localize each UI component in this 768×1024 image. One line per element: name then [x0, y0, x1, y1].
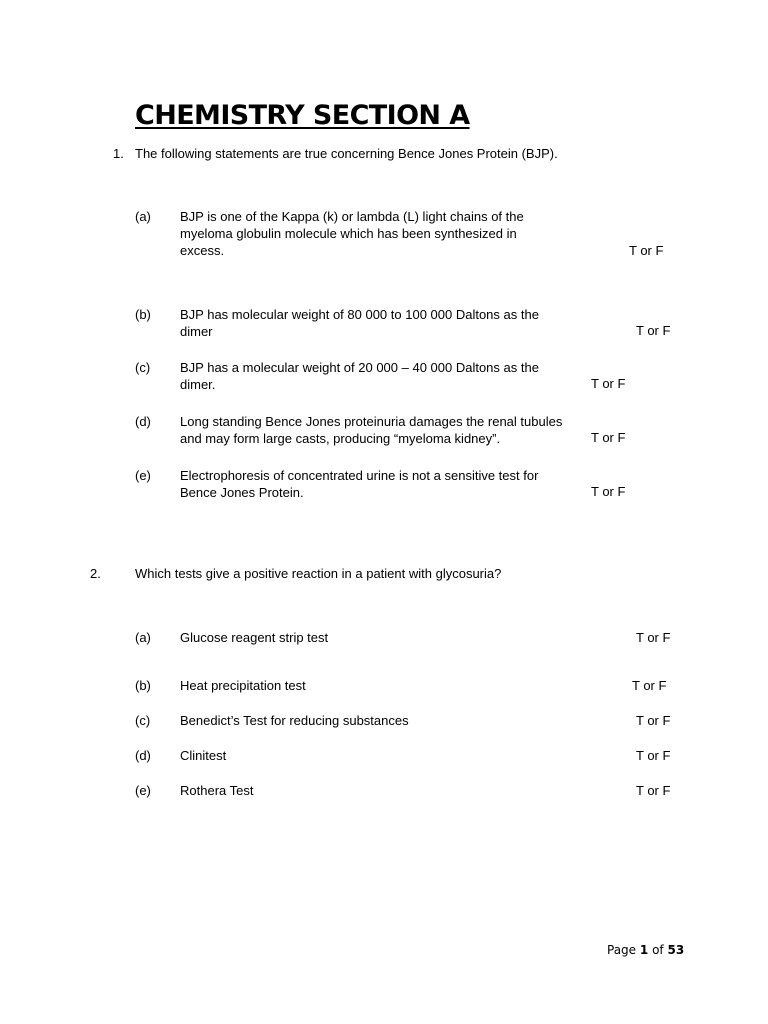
q2-option-e-text: Rothera Test	[180, 783, 254, 798]
q1-option-a-text: BJP is one of the Kappa (k) or lambda (L) light chains of the myeloma globulin molecule which has been synthesized in excess.	[180, 209, 524, 258]
page-number	[607, 942, 684, 959]
page-total: 53	[667, 943, 685, 957]
page-current: 1	[639, 943, 649, 957]
q2-option-b-answer: T or F	[632, 678, 667, 693]
q1-option-a-letter: (a)	[135, 209, 151, 224]
q1-option-b-answer: T or F	[636, 323, 671, 338]
q1-option-e-letter: (e)	[135, 468, 151, 483]
q1-option-c-text: BJP has a molecular weight of 20 000 – 40 000 Daltons as the dimer.	[180, 360, 539, 392]
q2-option-a-letter: (a)	[135, 630, 151, 645]
q1-option-d-answer: T or F	[591, 430, 626, 445]
page-of: of	[652, 943, 664, 957]
q1-number: 1.	[113, 146, 124, 161]
q2-option-d-letter: (d)	[135, 748, 151, 763]
q2-option-a-text: Glucose reagent strip test	[180, 630, 329, 645]
q2-option-c-letter: (c)	[135, 713, 151, 728]
q2-stem: Which tests give a positive reaction in a patient with glycosuria?	[135, 566, 502, 581]
q2-option-c-answer: T or F	[636, 713, 671, 728]
q1-option-e-answer: T or F	[591, 484, 626, 499]
q1-option-d-letter: (d)	[135, 414, 151, 429]
q1-option-c-answer: T or F	[591, 376, 626, 391]
q2-option-a-answer: T or F	[636, 630, 671, 645]
q2-option-b-text: Heat precipitation test	[180, 678, 306, 693]
q1-stem: The following statements are true concerning Bence Jones Protein (BJP).	[135, 146, 558, 161]
q1-option-b-text: BJP has molecular weight of 80 000 to 100 000 Daltons as the dimer	[180, 307, 539, 339]
q1-option-b-letter: (b)	[135, 307, 151, 322]
q1-option-c-letter: (c)	[135, 360, 151, 375]
q2-number: 2.	[90, 566, 101, 581]
page-title: CHEMISTRY SECTION A	[135, 100, 470, 131]
q2-option-d-text: Clinitest	[180, 748, 227, 763]
q1-option-e-text: Electrophoresis of concentrated urine is not a sensitive test for Bence Jones Protein.	[180, 468, 539, 500]
q1-option-d-text: Long standing Bence Jones proteinuria damages the renal tubules and may form large casts, producing “myeloma kidney”.	[180, 414, 563, 446]
q2-option-c-text: Benedict’s Test for reducing substances	[180, 713, 409, 728]
page-label: Page	[607, 943, 637, 957]
q2-option-d-answer: T or F	[636, 748, 671, 763]
q2-option-e-answer: T or F	[636, 783, 671, 798]
q2-option-b-letter: (b)	[135, 678, 151, 693]
q2-option-e-letter: (e)	[135, 783, 151, 798]
q1-option-a-answer: T or F	[629, 243, 664, 258]
